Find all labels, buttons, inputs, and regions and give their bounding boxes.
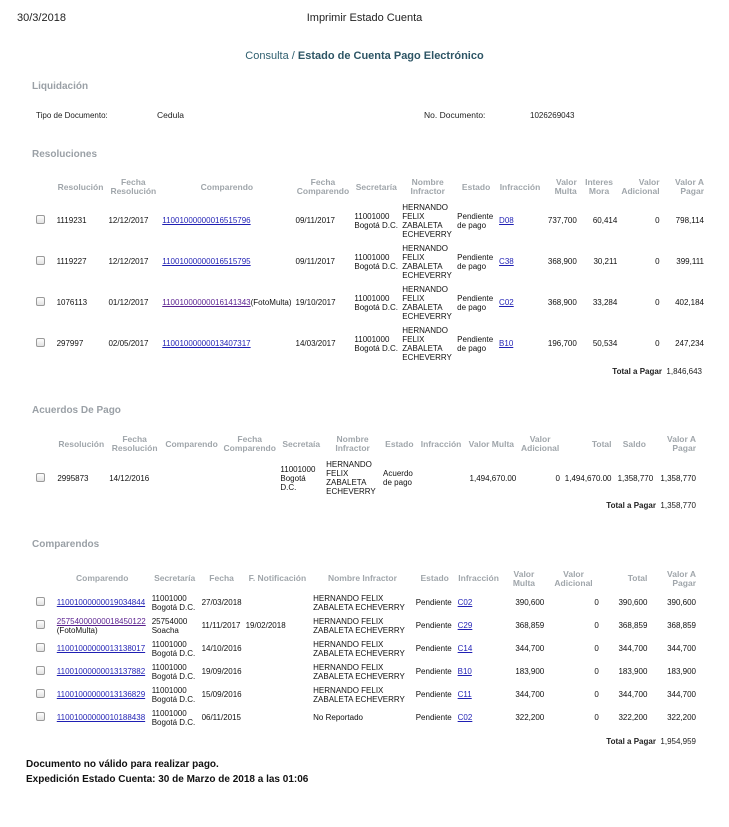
column-header: Estado	[461, 181, 491, 192]
valor-adicional-cell: 0	[555, 473, 560, 483]
valor-a-pagar-cell: 344,700	[667, 644, 696, 653]
valor-adicional-cell: 0	[655, 339, 660, 348]
secretaria-cell: 11001000 Bogotá D.C.	[151, 685, 196, 704]
fecha-cell: 06/11/2015	[201, 713, 242, 722]
tipo-documento-value: Cedula	[157, 110, 184, 120]
fecha-cell: 19/09/2016	[201, 667, 242, 676]
valor-a-pagar-cell: 798,114	[675, 216, 704, 225]
valor-a-pagar-cell: 247,234	[675, 339, 704, 348]
valor-a-pagar-cell: 368,859	[667, 621, 696, 630]
estado-cell: Pendiente de pago	[457, 293, 494, 312]
column-header: Resolución	[58, 438, 105, 449]
footer-disclaimer: Documento no válido para realizar pago.	[26, 759, 219, 770]
nombre-infractor-cell: HERNANDO FELIX ZABALETA ECHEVERRY	[313, 662, 405, 681]
infraccion-link[interactable]: C29	[457, 621, 473, 630]
column-header: Comparendo	[200, 181, 254, 192]
valor-a-pagar-cell: 322,200	[667, 713, 696, 722]
infraccion-link[interactable]: B10	[457, 667, 472, 676]
row-checkbox[interactable]	[36, 620, 45, 629]
column-header: Fecha Resolución	[111, 434, 158, 453]
row-checkbox[interactable]	[36, 473, 45, 482]
interes-mora-cell: 30,211	[593, 257, 618, 266]
fecha-comparendo-cell	[221, 456, 278, 500]
valor-a-pagar-cell: 183,900	[667, 667, 696, 676]
column-header: Infracción	[458, 573, 499, 583]
resolucion-cell: 1119227	[56, 257, 87, 266]
estado-cell: Pendiente de pago	[457, 211, 494, 230]
footer-issue-date: Expedición Estado Cuenta: 30 de Marzo de 2018 a las 01:06	[26, 774, 309, 785]
secretaria-cell: 11001000 Bogotá D.C.	[280, 464, 316, 492]
column-header: Estado	[385, 438, 414, 449]
infraccion-link[interactable]: D08	[499, 216, 514, 225]
comparendos-header-row	[34, 566, 698, 591]
secretaria-cell: 11001000 Bogotá D.C.	[151, 639, 196, 658]
table-row	[34, 683, 698, 706]
table-row	[34, 660, 698, 683]
column-header: Nombre Infractor	[410, 177, 445, 196]
row-checkbox[interactable]	[36, 597, 45, 606]
column-header: Fecha Comparendo	[296, 177, 350, 196]
column-header: Valor Adicional	[621, 177, 660, 196]
acuerdos-header-row	[34, 432, 698, 456]
nombre-infractor-cell: HERNANDO FELIX ZABALETA ECHEVERRY	[326, 460, 376, 496]
no-documento-label: No. Documento:	[424, 110, 486, 120]
estado-cell: Pendiente	[415, 621, 452, 630]
fecha-resolucion-cell: 12/12/2017	[108, 257, 149, 266]
valor-multa-cell: 344,700	[515, 690, 545, 699]
valor-adicional-cell: 0	[594, 690, 599, 699]
fecha-comparendo-cell: 14/03/2017	[295, 339, 336, 348]
valor-adicional-cell: 0	[655, 257, 660, 266]
comparendo-link[interactable]: 11001000000013137882	[56, 667, 146, 676]
column-header: Saldo	[622, 438, 646, 449]
total-label: Total a Pagar	[606, 501, 656, 510]
resoluciones-table	[34, 174, 706, 364]
valor-adicional-cell: 0	[594, 598, 599, 607]
nombre-infractor-cell: HERNANDO FELIX ZABALETA ECHEVERRY	[313, 639, 405, 658]
fecha-notificacion-cell: 19/02/2018	[245, 621, 286, 630]
estado-cell: Pendiente	[415, 713, 452, 722]
valor-multa-cell: 322,200	[515, 713, 545, 722]
acuerdos-total	[606, 501, 696, 510]
infraccion-link[interactable]: B10	[499, 339, 514, 348]
fecha-resolucion-cell: 14/12/2016	[109, 473, 150, 483]
column-header: Fecha Comparendo	[223, 434, 276, 453]
fecha-comparendo-cell: 09/11/2017	[295, 257, 335, 266]
valor-a-pagar-cell: 344,700	[667, 690, 696, 699]
column-header: Secretaía	[282, 438, 321, 449]
comparendo-link[interactable]: 11001000000013138017	[56, 644, 146, 653]
comparendos-table	[34, 566, 698, 729]
valor-multa-cell: 344,700	[515, 644, 545, 653]
column-header: Valor Multa	[554, 177, 577, 196]
column-header: Infracción	[420, 438, 462, 449]
secretaria-cell: 11001000 Bogotá D.C.	[354, 334, 398, 353]
row-checkbox[interactable]	[36, 297, 45, 306]
estado-cell: Pendiente de pago	[457, 252, 494, 271]
section-title-acuerdos: Acuerdos De Pago	[32, 405, 121, 416]
nombre-infractor-cell: HERNANDO FELIX ZABALETA ECHEVERRY	[313, 685, 405, 704]
breadcrumb	[0, 50, 729, 62]
valor-adicional-cell: 0	[594, 713, 599, 722]
fecha-resolucion-cell: 02/05/2017	[108, 339, 149, 348]
total-value: 1,954,959	[660, 737, 696, 746]
nombre-infractor-cell: HERNANDO FELIX ZABALETA ECHEVERRY	[402, 284, 452, 321]
tipo-documento-label: Tipo de Documento:	[36, 111, 108, 120]
valor-a-pagar-cell: 1,358,770	[660, 473, 696, 483]
column-header: Valor Adicional	[520, 434, 560, 453]
column-header: Fecha	[209, 573, 234, 583]
resolucion-cell: 297997	[56, 339, 84, 348]
print-title: Imprimir Estado Cuenta	[306, 12, 423, 24]
column-header: Estado	[420, 573, 449, 583]
fecha-notificacion-cell	[244, 637, 312, 660]
valor-multa-cell: 196,700	[547, 339, 577, 348]
table-row	[34, 706, 698, 729]
valor-adicional-cell: 0	[655, 298, 660, 307]
comparendo-link[interactable]: 11001000000010188438	[56, 713, 146, 722]
total-value: 1,358,770	[660, 501, 696, 510]
column-header: Resolución	[57, 181, 104, 192]
breadcrumb-parent[interactable]: Consulta	[245, 50, 289, 62]
table-row	[34, 323, 706, 364]
breadcrumb-current: Estado de Cuenta Pago Electrónico	[297, 50, 484, 62]
infraccion-link[interactable]: C11	[457, 690, 472, 699]
fecha-notificacion-cell	[244, 660, 312, 683]
comparendo-note: (FotoMulta)	[56, 625, 98, 635]
secretaria-cell: 11001000 Bogotá D.C.	[354, 293, 398, 312]
nombre-infractor-cell: HERNANDO FELIX ZABALETA ECHEVERRY	[313, 593, 405, 612]
total-label: Total a Pagar	[612, 367, 662, 376]
estado-cell: Pendiente	[415, 690, 452, 699]
row-checkbox[interactable]	[36, 712, 45, 721]
estado-cell: Acuerdo de pago	[383, 469, 413, 487]
total-cell: 344,700	[618, 644, 648, 653]
row-checkbox[interactable]	[36, 256, 45, 265]
fecha-cell: 14/10/2016	[201, 644, 242, 653]
column-header: Secretaría	[154, 573, 196, 583]
column-header: Valor A Pagar	[667, 568, 696, 588]
valor-a-pagar-cell: 390,600	[667, 598, 696, 607]
fecha-comparendo-cell: 09/11/2017	[295, 216, 335, 225]
column-header: Fecha Resolución	[110, 177, 157, 196]
comparendo-link[interactable]: 11001000000019034844	[56, 598, 146, 607]
secretaria-cell: 11001000 Bogotá D.C.	[151, 593, 196, 612]
column-header: Valor Multa	[468, 438, 514, 449]
resolucion-cell: 1119231	[56, 216, 87, 225]
column-header: Total	[627, 573, 648, 583]
row-checkbox[interactable]	[36, 643, 45, 652]
secretaria-cell: 11001000 Bogotá D.C.	[354, 211, 398, 230]
comparendo-link[interactable]: 11001000000016515795	[162, 257, 251, 266]
column-header: Valor Multa	[512, 568, 536, 588]
valor-a-pagar-cell: 402,184	[675, 298, 704, 307]
total-cell: 390,600	[618, 598, 648, 607]
row-checkbox[interactable]	[36, 666, 45, 675]
fecha-cell: 27/03/2018	[201, 598, 242, 607]
table-row	[34, 591, 698, 614]
infraccion-link[interactable]: C38	[499, 257, 514, 266]
column-header: Secretaría	[355, 181, 397, 192]
estado-cell: Pendiente	[415, 667, 452, 676]
total-cell: 322,200	[618, 713, 648, 722]
estado-cell: Pendiente	[415, 644, 452, 653]
valor-adicional-cell: 0	[594, 667, 599, 676]
valor-multa-cell: 368,900	[547, 298, 577, 307]
saldo-cell: 1,358,770	[617, 473, 654, 483]
column-header: Nombre Infractor	[327, 573, 397, 583]
no-documento-value: 1026269043	[530, 111, 575, 120]
nombre-infractor-cell: HERNANDO FELIX ZABALETA ECHEVERRY	[402, 325, 452, 362]
fecha-notificacion-cell	[244, 591, 312, 614]
infraccion-link[interactable]: C02	[457, 713, 473, 722]
comparendos-total	[606, 737, 696, 746]
column-header: Comparendo	[165, 438, 218, 449]
valor-multa-cell: 737,700	[547, 216, 577, 225]
estado-cell: Pendiente	[415, 598, 452, 607]
valor-multa-cell: 390,600	[515, 598, 545, 607]
valor-a-pagar-cell: 399,111	[676, 257, 704, 266]
column-header: Interes Mora	[585, 177, 613, 196]
section-title-comparendos: Comparendos	[32, 539, 100, 550]
valor-adicional-cell: 0	[655, 216, 660, 225]
resoluciones-total	[612, 367, 702, 376]
comparendo-cell	[162, 456, 221, 500]
comparendo-note: (FotoMulta)	[250, 298, 292, 307]
table-row	[34, 200, 706, 241]
interes-mora-cell: 50,534	[592, 339, 618, 348]
column-header: Valor Adicional	[554, 568, 593, 588]
resolucion-cell: 2995873	[57, 473, 89, 483]
nombre-infractor-cell: No Reportado	[313, 713, 363, 722]
table-row	[34, 637, 698, 660]
print-date: 30/3/2018	[17, 12, 66, 24]
table-row	[34, 456, 698, 500]
row-checkbox[interactable]	[36, 689, 45, 698]
nombre-infractor-cell: HERNANDO FELIX ZABALETA ECHEVERRY	[313, 616, 405, 635]
secretaria-cell: 11001000 Bogotá D.C.	[354, 252, 398, 271]
table-row	[34, 241, 706, 282]
infraccion-link[interactable]: C14	[457, 644, 473, 653]
row-checkbox[interactable]	[36, 215, 45, 224]
comparendo-link[interactable]: 11001000000013136829	[56, 690, 146, 699]
total-label: Total a Pagar	[606, 737, 656, 746]
table-row	[34, 614, 698, 637]
estado-cell: Pendiente de pago	[457, 334, 494, 353]
resolucion-cell: 1076113	[56, 298, 88, 307]
total-cell: 368,859	[618, 621, 648, 630]
fecha-comparendo-cell: 19/10/2017	[295, 298, 336, 307]
secretaria-cell: 25754000 Soacha	[151, 616, 188, 635]
valor-multa-cell: 368,859	[515, 621, 545, 630]
valor-adicional-cell: 0	[594, 644, 599, 653]
column-header: Valor A Pagar	[675, 177, 704, 196]
table-row	[34, 282, 706, 323]
secretaria-cell: 11001000 Bogotá D.C.	[151, 708, 196, 727]
nombre-infractor-cell: HERNANDO FELIX ZABALETA ECHEVERRY	[402, 243, 452, 280]
total-cell: 183,900	[618, 667, 648, 676]
column-header: Nombre Infractor	[335, 434, 370, 453]
section-title-liquidacion: Liquidación	[32, 81, 89, 92]
section-title-resoluciones: Resoluciones	[32, 149, 98, 160]
nombre-infractor-cell: HERNANDO FELIX ZABALETA ECHEVERRY	[402, 202, 452, 239]
valor-multa-cell: 368,900	[547, 257, 577, 266]
interes-mora-cell: 60,414	[592, 216, 618, 225]
valor-adicional-cell: 0	[594, 621, 599, 630]
column-header: Total	[591, 438, 612, 449]
valor-multa-cell: 183,900	[515, 667, 545, 676]
total-cell: 1,494,670.00	[564, 473, 612, 483]
fecha-notificacion-cell	[244, 683, 312, 706]
fecha-resolucion-cell: 12/12/2017	[108, 216, 149, 225]
interes-mora-cell: 33,284	[592, 298, 618, 307]
column-header: Valor A Pagar	[667, 434, 696, 453]
fecha-cell: 11/11/2017	[201, 621, 241, 630]
comparendo-link[interactable]: 25754000000018450122	[56, 616, 146, 626]
comparendo-link[interactable]: 11001000000016141343	[162, 298, 251, 307]
infraccion-link[interactable]: C02	[499, 298, 514, 307]
column-header: Infracción	[499, 181, 541, 192]
resoluciones-header-row	[34, 174, 706, 200]
column-header: Comparendo	[76, 573, 129, 583]
breadcrumb-separator: /	[291, 50, 295, 62]
fecha-notificacion-cell	[244, 706, 312, 729]
fecha-cell: 15/09/2016	[201, 690, 242, 699]
total-value: 1,846,643	[666, 367, 702, 376]
row-checkbox[interactable]	[36, 338, 45, 347]
comparendo-link[interactable]: 11001000000013407317	[162, 339, 251, 348]
column-header: F. Notificación	[248, 573, 307, 583]
total-cell: 344,700	[618, 690, 648, 699]
secretaria-cell: 11001000 Bogotá D.C.	[151, 662, 196, 681]
valor-multa-cell: 1,494,670.00	[469, 473, 517, 483]
fecha-resolucion-cell: 01/12/2017	[108, 298, 149, 307]
acuerdos-table	[34, 432, 698, 500]
infraccion-link[interactable]: C02	[457, 598, 473, 607]
infraccion-cell	[418, 456, 465, 500]
comparendo-link[interactable]: 11001000000016515796	[162, 216, 251, 225]
